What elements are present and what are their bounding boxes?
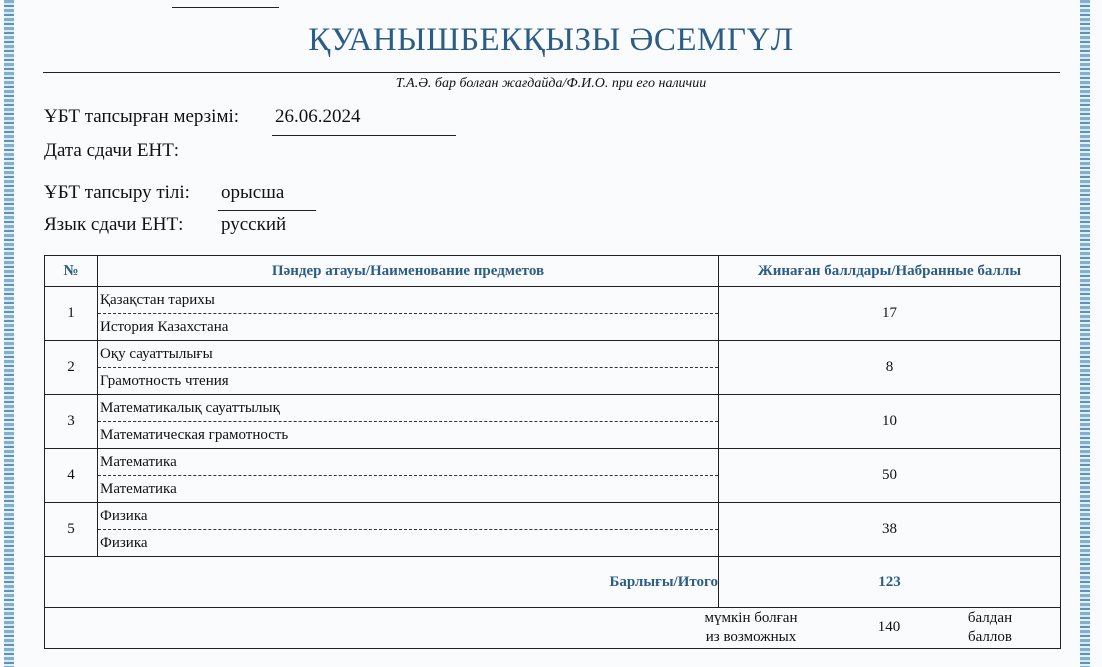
subject-kz: Математика <box>98 449 718 476</box>
possible-label-kz: мүмкін болған <box>704 610 798 626</box>
exam-lang-label-ru: Язык сдачи ЕНТ: <box>44 214 184 235</box>
exam-lang-label-kz: ҰБТ тапсыру тілі: <box>44 182 190 203</box>
exam-date-value: 26.06.2024 <box>275 106 361 127</box>
row-num: 1 <box>45 287 98 341</box>
row-num: 4 <box>45 449 98 503</box>
row-subject <box>98 449 719 503</box>
table-row <box>45 341 1061 395</box>
table-row <box>45 503 1061 557</box>
table-row <box>45 395 1061 449</box>
row-score: 17 <box>719 287 1061 341</box>
possible-cell <box>45 608 1061 649</box>
decorative-border-right <box>1080 0 1090 667</box>
row-score: 10 <box>719 395 1061 449</box>
table-header-row <box>45 256 1061 287</box>
row-subject <box>98 503 719 557</box>
header-num: № <box>45 256 98 287</box>
exam-date-underline <box>272 135 456 136</box>
exam-date-label-kz: ҰБТ тапсырған мерзімі: <box>44 106 240 127</box>
total-label: Барлығы/Итого <box>45 557 719 608</box>
row-subject <box>98 341 719 395</box>
total-value: 123 <box>719 557 1061 608</box>
grades-table <box>44 255 1061 649</box>
decorative-border-left <box>4 0 14 667</box>
subject-ru: Математика <box>100 481 177 497</box>
table-row <box>45 449 1061 503</box>
exam-lang-value-ru: русский <box>221 214 287 235</box>
possible-label <box>691 609 811 647</box>
subject-kz: Оқу сауаттылығы <box>98 341 718 368</box>
row-num: 5 <box>45 503 98 557</box>
points-label <box>945 609 1035 647</box>
row-subject <box>98 287 719 341</box>
subject-ru: Математическая грамотность <box>100 427 289 443</box>
possible-label-ru: из возможных <box>705 629 797 645</box>
subject-kz: Математикалық сауаттылық <box>98 395 718 422</box>
header-subject: Пәндер атауы/Наименование предметов <box>98 256 719 287</box>
points-label-ru: баллов <box>968 629 1012 645</box>
possible-value: 140 <box>877 619 901 635</box>
total-row <box>45 557 1061 608</box>
subject-ru: Грамотность чтения <box>100 373 229 389</box>
subject-kz: Қазақстан тарихы <box>98 287 718 314</box>
subject-ru: Физика <box>100 535 148 551</box>
possible-row <box>45 608 1061 649</box>
row-num: 3 <box>45 395 98 449</box>
row-score: 8 <box>719 341 1061 395</box>
exam-date-label-ru: Дата сдачи ЕНТ: <box>44 140 180 161</box>
row-subject <box>98 395 719 449</box>
name-underline <box>43 72 1060 73</box>
top-rule <box>172 7 279 8</box>
exam-lang-underline <box>218 210 316 211</box>
subject-kz: Физика <box>98 503 718 530</box>
row-score: 38 <box>719 503 1061 557</box>
points-label-kz: балдан <box>967 610 1013 626</box>
row-num: 2 <box>45 341 98 395</box>
exam-lang-value-kz: орысша <box>221 182 285 203</box>
student-name: ҚУАНЫШБЕКҚЫЗЫ ӘСЕМГҮЛ <box>308 22 794 58</box>
name-caption: Т.А.Ә. бар болған жағдайда/Ф.И.О. при его наличии <box>395 76 707 91</box>
header-score: Жинаған баллдары/Набранные баллы <box>719 256 1061 287</box>
table-row <box>45 287 1061 341</box>
subject-ru: История Казахстана <box>100 319 229 335</box>
row-score: 50 <box>719 449 1061 503</box>
